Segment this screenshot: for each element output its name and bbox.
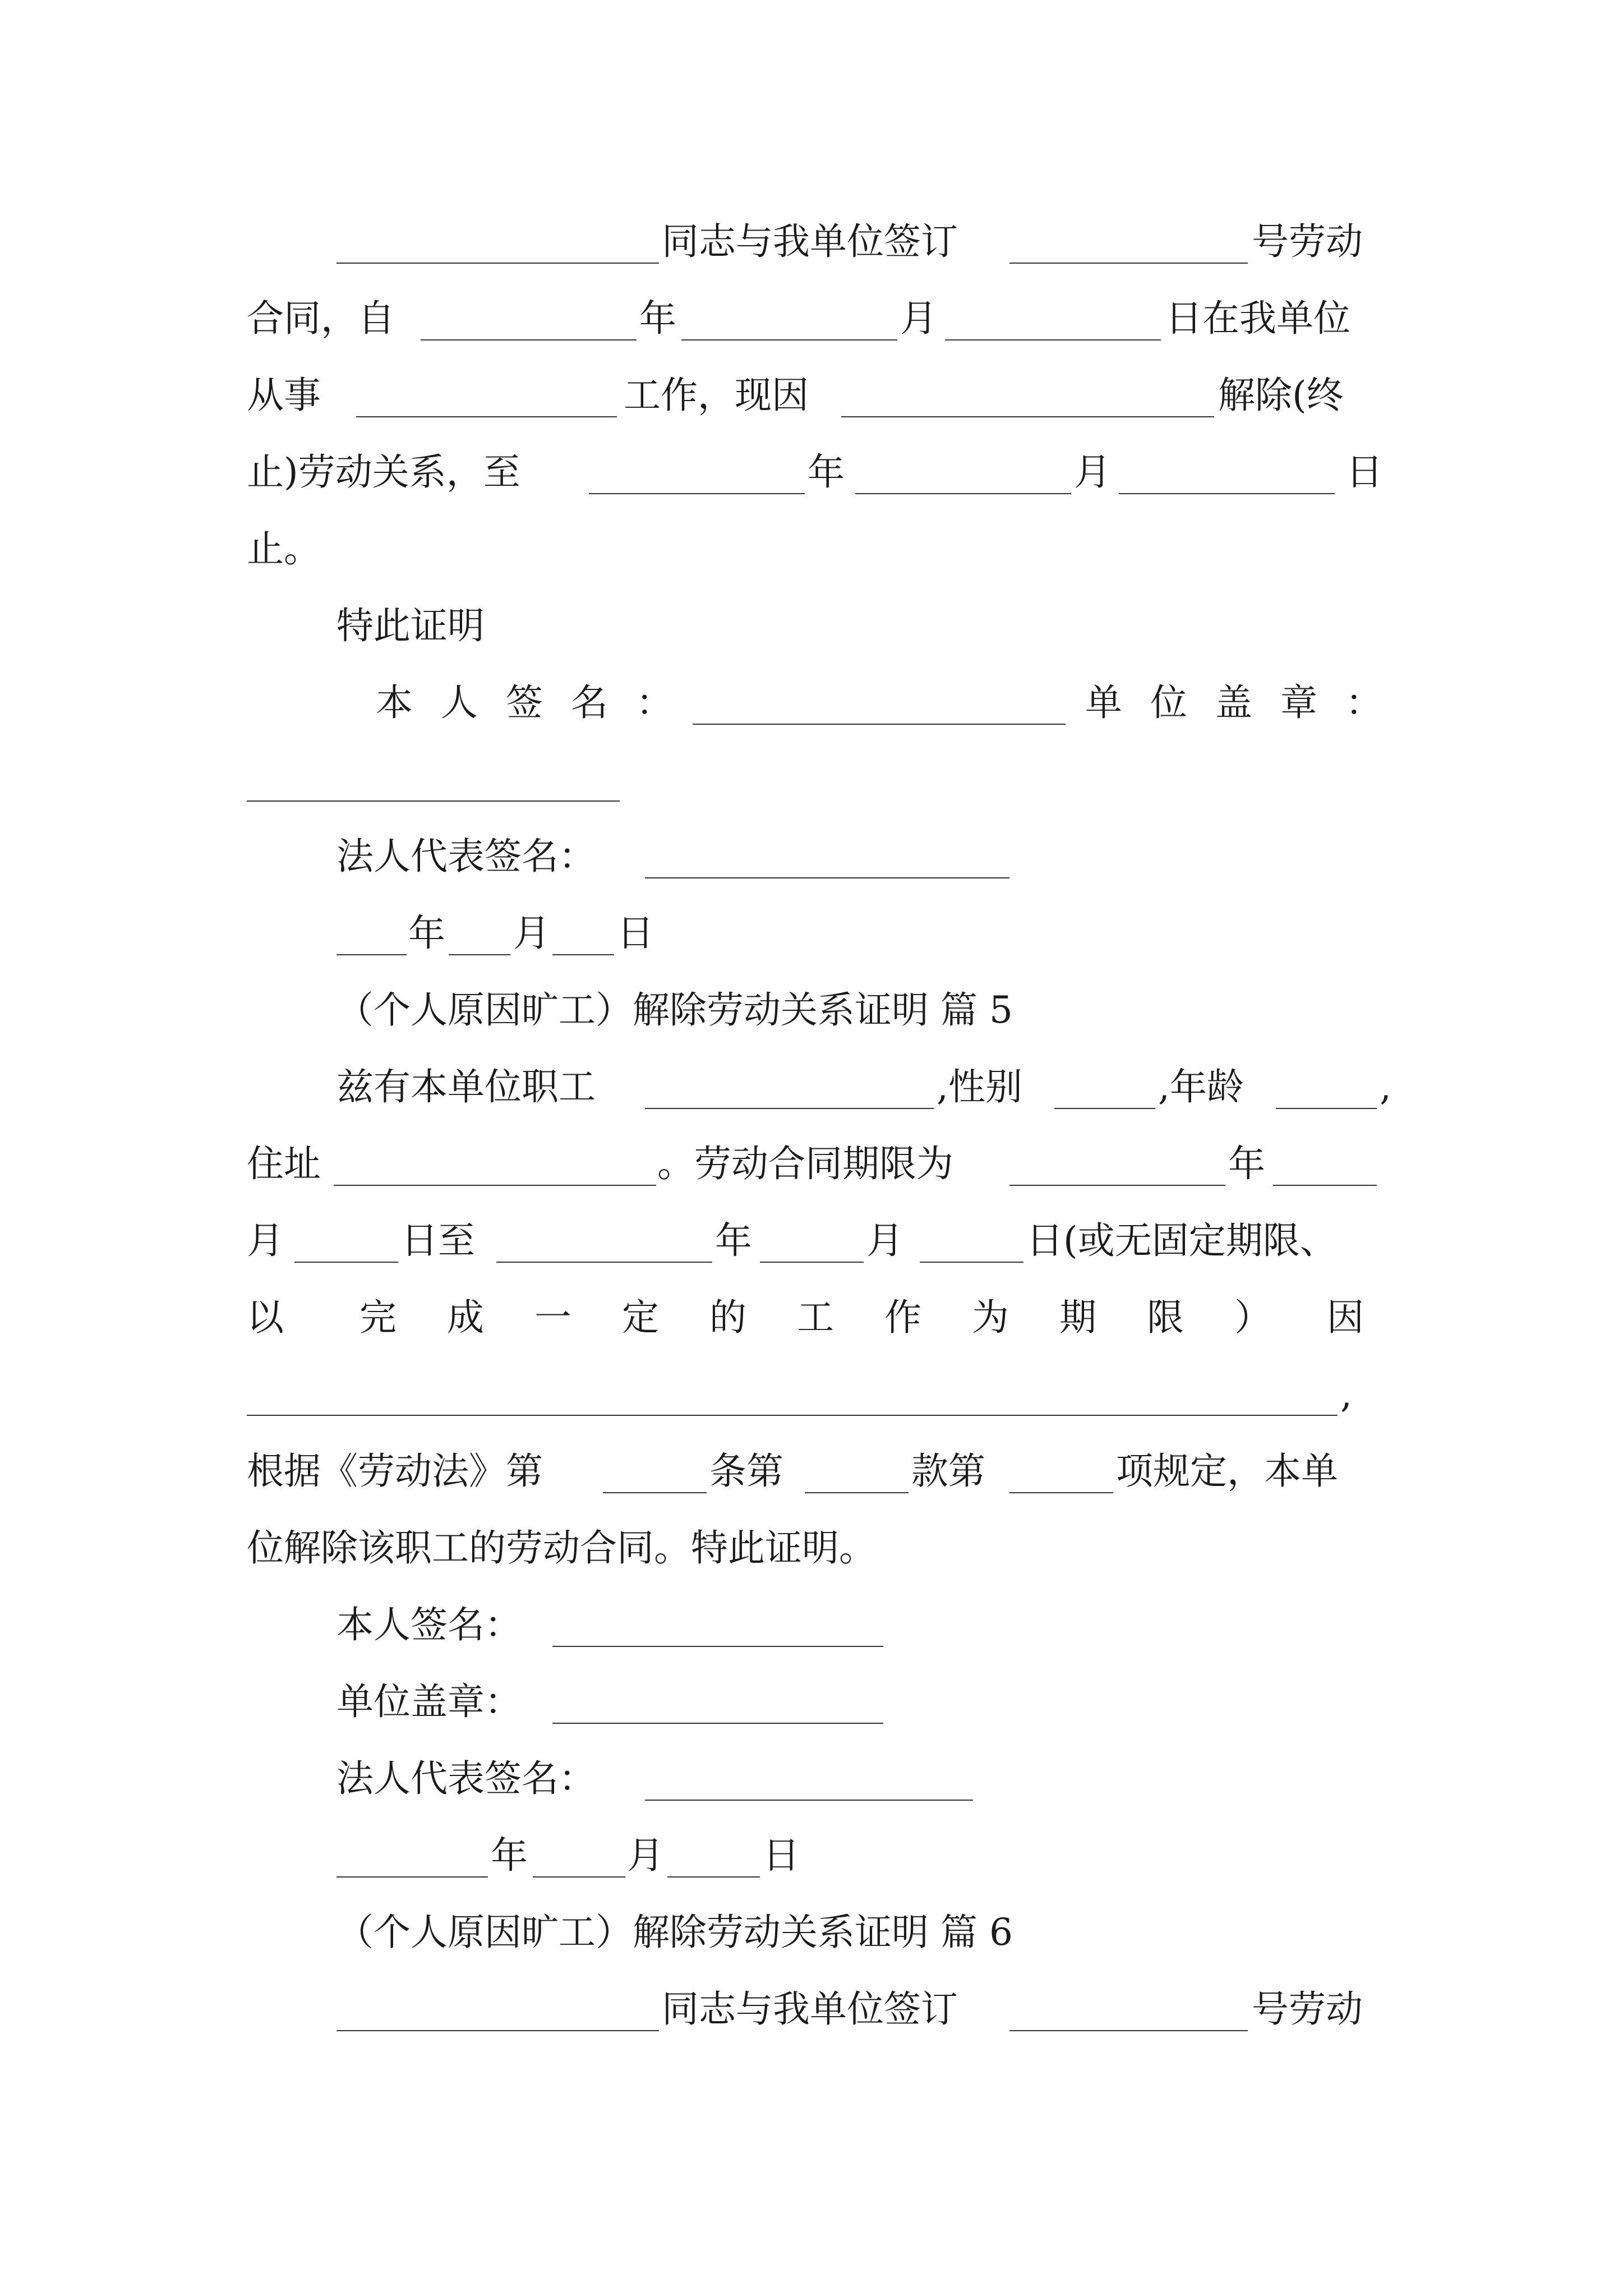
char: 定	[622, 1296, 659, 1339]
year-blank[interactable]	[421, 339, 637, 341]
year-blank[interactable]	[589, 493, 805, 494]
seal-blank[interactable]	[247, 800, 620, 802]
day-blank[interactable]	[667, 1876, 760, 1878]
text: ,年龄	[1158, 1065, 1244, 1108]
char: 工	[797, 1296, 834, 1339]
contract-no-blank[interactable]	[1009, 2030, 1248, 2031]
text: 年	[408, 912, 445, 955]
text: 号劳动	[1252, 1987, 1363, 2031]
text: 月	[900, 297, 937, 340]
signature-label: 本人签名：	[336, 1603, 522, 1646]
char: 因	[1327, 1296, 1364, 1339]
text: 款第	[911, 1450, 985, 1493]
text: 根据《劳动法》第	[247, 1450, 543, 1493]
section-heading: （个人原因旷工）解除劳动关系证明 篇 5	[336, 988, 1013, 1032]
text: 月	[1074, 450, 1111, 494]
text: 日	[617, 912, 654, 955]
day-blank[interactable]	[552, 954, 614, 955]
end-month-blank[interactable]	[760, 1262, 864, 1263]
seal-blank[interactable]	[552, 1723, 883, 1724]
char: ）	[1234, 1296, 1271, 1339]
seal-label: 单位盖章：	[336, 1680, 522, 1723]
name-blank[interactable]	[336, 2030, 659, 2031]
text: 年	[715, 1219, 752, 1262]
text: 号劳动	[1252, 220, 1363, 263]
signature-blank[interactable]	[693, 724, 1066, 725]
legal-rep-blank[interactable]	[645, 877, 1009, 878]
text: 年	[639, 297, 676, 340]
char: 作	[884, 1296, 921, 1339]
section-heading: （个人原因旷工）解除劳动关系证明 篇 6	[336, 1911, 1013, 1954]
month-blank[interactable]	[533, 1876, 625, 1878]
month-blank[interactable]	[681, 339, 897, 341]
text: 日(或无固定期限、	[1026, 1219, 1337, 1262]
text: ,	[1340, 1373, 1352, 1416]
day-blank[interactable]	[1119, 493, 1335, 494]
item-blank[interactable]	[1009, 1492, 1113, 1493]
reason-blank[interactable]	[841, 416, 1214, 417]
contract-no-blank[interactable]	[1009, 263, 1248, 264]
legal-rep-label: 法人代表签名：	[336, 1757, 596, 1800]
text: ,	[1380, 1065, 1391, 1108]
text: ,性别	[937, 1065, 1022, 1108]
text: 项规定，本单	[1116, 1450, 1338, 1493]
certify-text: 特此证明	[336, 604, 485, 647]
day-blank[interactable]	[945, 339, 1161, 341]
char: 限	[1147, 1296, 1184, 1339]
term-month-blank[interactable]	[1273, 1185, 1377, 1186]
s5-line4-justified	[247, 1296, 1364, 1339]
text: 日	[763, 1834, 800, 1877]
text: 月	[627, 1834, 664, 1877]
legal-rep-blank[interactable]	[645, 1800, 973, 1801]
article-blank[interactable]	[603, 1492, 707, 1493]
text: 年	[491, 1834, 528, 1877]
text: 同志与我单位签订	[662, 220, 958, 263]
text: 解除(终	[1218, 374, 1344, 417]
signature-label: 本人签名：	[376, 681, 701, 724]
text: 止)劳动关系，至	[247, 450, 520, 494]
char: 期	[1059, 1296, 1096, 1339]
text: 合同，自	[247, 297, 395, 340]
text: 月	[513, 912, 550, 955]
gender-blank[interactable]	[1054, 1108, 1155, 1109]
legal-rep-label: 法人代表签名：	[336, 835, 596, 878]
text: 年	[808, 450, 845, 494]
end-day-blank[interactable]	[920, 1262, 1023, 1263]
text: 月	[866, 1219, 903, 1262]
text: 住址	[247, 1142, 321, 1185]
char: 一	[534, 1296, 571, 1339]
text: 日在我单位	[1165, 297, 1350, 340]
name-blank[interactable]	[336, 263, 659, 264]
text: 条第	[709, 1450, 783, 1493]
address-blank[interactable]	[334, 1185, 656, 1186]
text: 月	[247, 1219, 284, 1262]
signature-blank[interactable]	[552, 1646, 883, 1647]
reason-blank[interactable]	[247, 1415, 1338, 1416]
char: 完	[359, 1296, 396, 1339]
text: 日至	[401, 1219, 475, 1262]
month-blank[interactable]	[449, 954, 510, 955]
year-blank[interactable]	[336, 954, 407, 955]
year-blank[interactable]	[336, 1876, 488, 1878]
seal-label: 单位盖章：	[1085, 681, 1410, 724]
text: 。劳动合同期限为	[657, 1142, 953, 1185]
text: 工作，现因	[624, 374, 809, 417]
age-blank[interactable]	[1276, 1108, 1377, 1109]
text: 从事	[247, 374, 321, 417]
term-year-blank[interactable]	[1009, 1185, 1225, 1186]
employee-name-blank[interactable]	[645, 1108, 934, 1109]
char: 的	[709, 1296, 746, 1339]
s5-line7: 位解除该职工的劳动合同。特此证明。	[247, 1526, 876, 1570]
clause-blank[interactable]	[805, 1492, 909, 1493]
text: 日	[1346, 450, 1383, 494]
char: 成	[447, 1296, 484, 1339]
text: 兹有本单位职工	[336, 1065, 596, 1108]
char: 以	[247, 1296, 284, 1339]
text: 同志与我单位签订	[662, 1987, 958, 2031]
char: 为	[972, 1296, 1009, 1339]
text: 年	[1228, 1142, 1265, 1185]
end-year-blank[interactable]	[496, 1262, 712, 1263]
term-day-blank[interactable]	[294, 1262, 398, 1263]
job-blank[interactable]	[356, 416, 617, 417]
s4-line5: 止。	[247, 527, 321, 570]
month-blank[interactable]	[855, 493, 1071, 494]
